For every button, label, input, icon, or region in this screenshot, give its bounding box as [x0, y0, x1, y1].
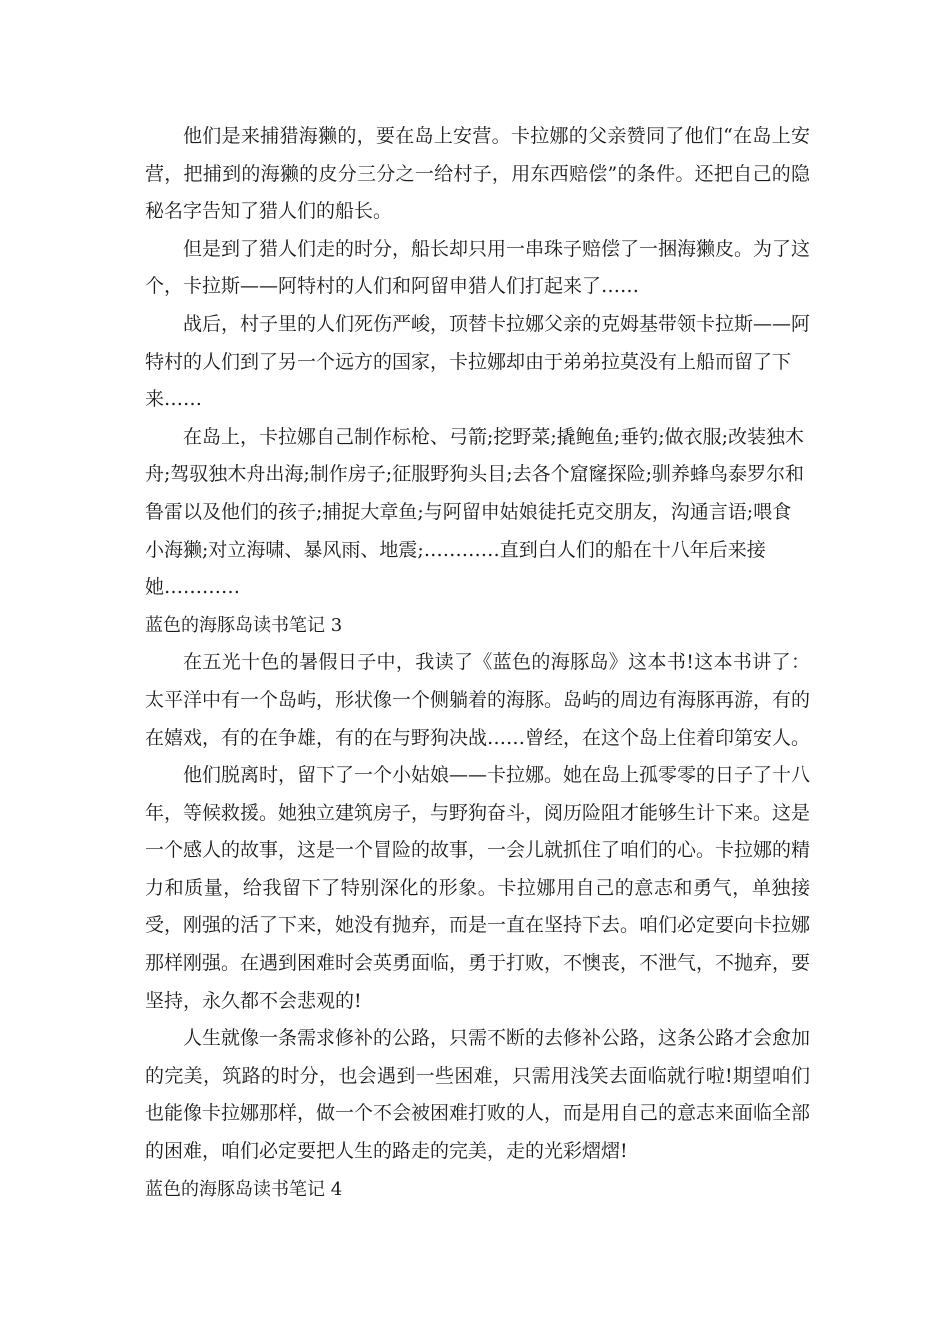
paragraph-captain-payment: 但是到了猎人们走的时分，船长却只用一串珠子赔偿了一捆海獭皮。为了这个，卡拉斯——阿特村的人们和阿留申猎人们打起来了…… — [145, 237, 811, 298]
section-heading-note-3: 蓝色的海豚岛读书笔记 3 — [145, 614, 343, 636]
paragraph-life-road: 人生就像一条需求修补的公路，只需不断的去修补公路，这条公路才会愈加的完美，筑路的时分，也会遇到一些困难，只需用浅笑去面临就行啦!期望咱们也能像卡拉娜那样，做一个不会被困难打败的人，而是用自己的意志来面临全部的困难，咱们必定要把人生的路走的完美，走的光彩熠熠! — [145, 1027, 811, 1163]
paragraph-summer-reading: 在五光十色的暑假日子中，我读了《蓝色的海豚岛》这本书!这本书讲了：太平洋中有一个岛屿，形状像一个侧躺着的海豚。岛屿的周边有海豚再游，有的在嬉戏，有的在争雄，有的在与野狗决战……曾经，在这个岛上住着印第安人。 — [145, 651, 811, 749]
paragraph-island-life: 在岛上，卡拉娜自己制作标枪、弓箭;挖野菜;撬鲍鱼;垂钓;做衣服;改装独木舟;驾驭独木舟出海;制作房子;征服野狗头目;去各个窟窿探险;驯养蜂鸟泰罗尔和鲁雷以及他们的孩子;捕捉大章鱼;与阿留申姑娘徒托克交朋友，沟通言语;喂食小海獭;对立海啸、暴风雨、地震;…………直到白人们的船在十八年后来接她………… — [145, 425, 805, 599]
paragraph-hunters-arrive: 他们是来捕猎海獭的，要在岛上安营。卡拉娜的父亲赞同了他们“在岛上安营，把捕到的海獭的皮分三分之一给村子，用东西赔偿”的条件。还把自己的隐秘名字告知了猎人们的船长。 — [145, 125, 810, 223]
document-page — [145, 118, 810, 1208]
paragraph-karana-spirit: 他们脱离时，留下了一个小姑娘——卡拉娜。她在岛上孤零零的日子了十八年，等候救援。她独立建筑房子，与野狗奋斗，阅历险阻才能够生计下来。这是一个感人的故事，这是一个冒险的故事，一会儿就抓住了咱们的心。卡拉娜的精力和质量，给我留下了特别深化的形象。卡拉娜用自己的意志和勇气，单独接受，刚强的活了下来，她没有抛弃，而是一直在坚持下去。咱们必定要向卡拉娜那样刚强。在遇到困难时会英勇面临，勇于打败，不懊丧，不泄气，不抛弃，要坚持，永久都不会悲观的! — [145, 764, 811, 1012]
paragraph-after-battle: 战后，村子里的人们死伤严峻，顶替卡拉娜父亲的克姆基带领卡拉斯——阿特村的人们到了另一个远方的国家，卡拉娜却由于弟弟拉莫没有上船而留了下来…… — [145, 312, 811, 411]
section-heading-note-4: 蓝色的海豚岛读书笔记 4 — [145, 1178, 343, 1200]
